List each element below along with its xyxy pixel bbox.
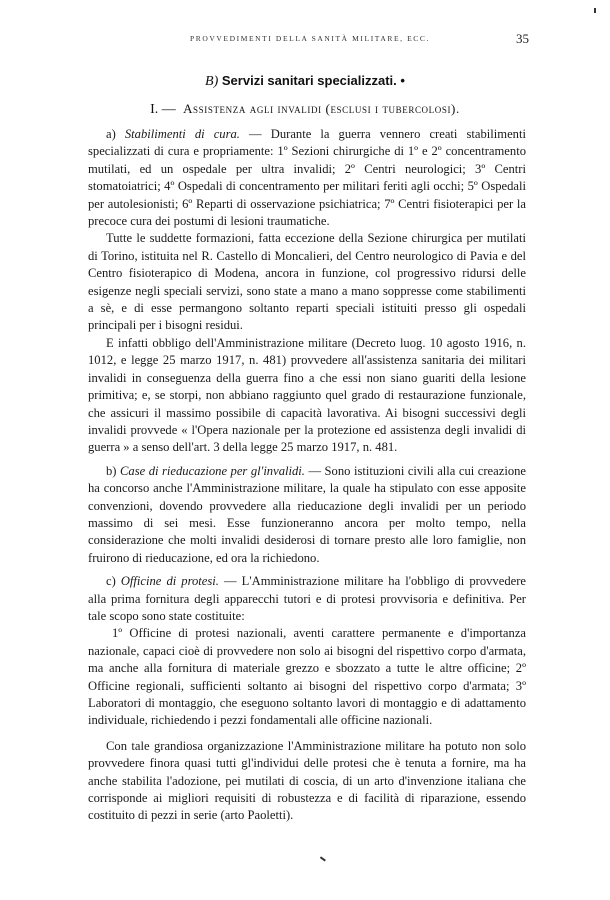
subsection-title bbox=[0, 101, 610, 118]
paragraph-c-heading: Officine di protesi. bbox=[120, 574, 219, 589]
subsection-number: I. — bbox=[150, 102, 176, 117]
paragraph-b-heading: Case di rieducazione per gl'invalidi. bbox=[120, 463, 305, 478]
paragraph-a-heading: Stabilimenti di cura. bbox=[124, 127, 240, 141]
paragraph-c bbox=[88, 573, 526, 625]
paragraph-a bbox=[88, 126, 526, 230]
subsection-title-text: Assistenza agli invalidi (esclusi i tubercolosi). bbox=[183, 101, 460, 116]
body-text bbox=[88, 126, 526, 825]
paragraph-2: Tutte le suddette formazioni, fatta eccezione della Sezione chirurgica per mutilati di Torino, istituita nel R. Castello di Moncalieri, del Centro neurologico di Pavia e del Centro fisioterapico di Modena, ancora in funzione, col progressivo ridursi delle esigenze negli speciali servizi, sono state a mano a mano soppresse come stabilimenti a sè, e di esse permangono soltanto reparti speciali istituiti presso gli ospedali principali per i bisogni residui. bbox=[88, 231, 526, 333]
section-title-text: Servizi sanitari specializzati. bbox=[221, 73, 397, 88]
paragraph-b bbox=[88, 463, 526, 567]
corner-mark bbox=[594, 8, 596, 13]
paragraph-c-text: — L'Amministrazione militare ha l'obbligo di provvedere alla prima fornitura degli apparecchi tutori e di protesi provvisoria e definitiva. Per tale scopo sono state costituite: bbox=[88, 574, 526, 623]
section-title bbox=[0, 73, 610, 90]
paragraph-c-list: 1º Officine di protesi nazionali, aventi carattere permanente e d'importanza nazionale, capaci cioè di provvedere non solo ai bisogni del rispettivo corpo d'armata, ma anche alla fornitura di materiale grezzo e sbozzato a tutte le altre officine; 2º Officine regionali, sufficienti soltanto ai bisogni del rispettivo corpo d'armata; 3º Laboratori di montaggio, che eseguono soltanto lavori di montaggio e di adattamento individuale, richiedendo i pezzi fondamentali alle officine nazionali. bbox=[88, 626, 526, 728]
paragraph-a-text: — Durante la guerra vennero creati stabilimenti specializzati di cura e propriamente: 1º Sezioni chirurgiche di 1º e 2º concentramento mutilati, ed un ospedale per ultra invalidi; 2º Centri neurologici; 3º Centri stomatoiatrici; 4º Ospedali di concentramento per militari feriti agli occhi; 5º Ospedali per autolesionisti; 6º Reparti di osservazione psichiatrica; 7º Centri fisioterapici per la precoce cura dei postumi di lesioni traumatiche. bbox=[88, 127, 526, 229]
page-number: 35 bbox=[516, 31, 529, 46]
paragraph-c-label: c) bbox=[106, 574, 121, 589]
paragraph-b-text: — Sono istituzioni civili alla cui creazione ha concorso anche l'Amministrazione militare, la quale ha stipulato con esse apposite convenzioni, dovendo provvedere alla rieducazione degli invalidi per un periodo massimo di sei mesi. Esse funzioneranno ancora per molto tempo, nella considerazione che molti invalidi desiderosi di tornare presto alle loro famiglie, non fruirono di rieducazione, ed ora la richiedono. bbox=[88, 463, 526, 565]
section-mark: • bbox=[400, 73, 405, 88]
paragraph-last: Con tale grandiosa organizzazione l'Amministrazione militare ha potuto non solo provvedere finora quasi tutti gl'individui delle protesi che è tenuta a fornire, ma ha anche stabilita l'adozione, pei mutilati di coscia, di un arto d'invenzione italiana che corrisponde ai migliori requisiti di robustezza e di facilità di riparazione, essendo costituito di pezzi in serie (arto Paoletti). bbox=[88, 738, 526, 823]
running-head: PROVVEDIMENTI DELLA SANITÀ MILITARE, ECC. bbox=[190, 34, 430, 43]
ink-speck bbox=[320, 856, 326, 861]
paragraph-a-label: a) bbox=[106, 127, 125, 141]
paragraph-b-label: b) bbox=[106, 463, 120, 478]
paragraph-3: E infatti obbligo dell'Amministrazione militare (Decreto luog. 10 agosto 1916, n. 1012, e legge 25 marzo 1917, n. 481) provvedere all'assistenza sanitaria dei militari invalidi in conseguenza della guerra fino a che essi non siano guariti della lesione primitiva; e, se storpi, non abbiano raggiunto quel grado di restaurazione funzionale, che assicuri il massimo possibile di capacità lavorativa. Ai bisogni successivi degli invalidi provvede « l'Opera nazionale per la protezione ed assistenza degli invalidi di guerra » a senso dell'art. 3 della legge 25 marzo 1917, n. 481. bbox=[88, 335, 526, 455]
section-letter: B) bbox=[205, 74, 219, 89]
